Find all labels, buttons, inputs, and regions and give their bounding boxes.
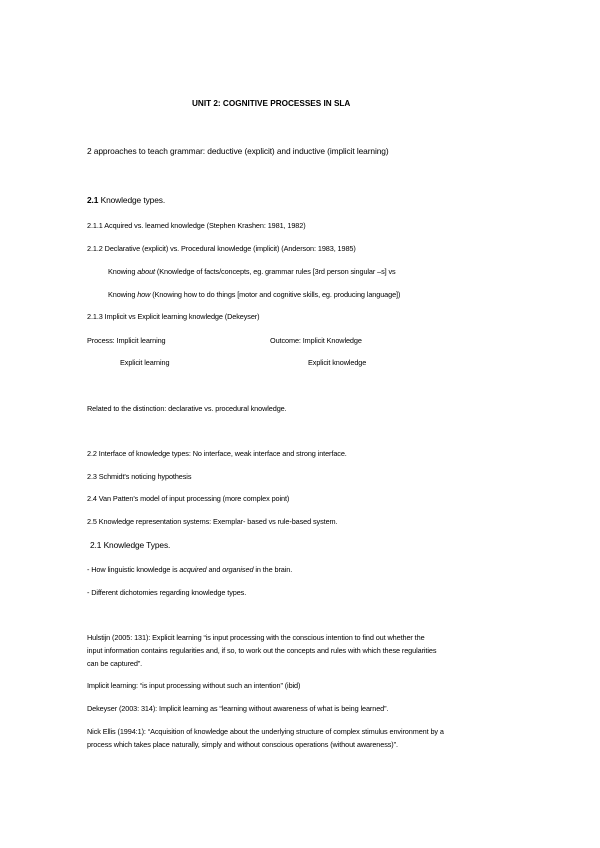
knowing-how-line xyxy=(108,290,400,299)
document-title: UNIT 2: COGNITIVE PROCESSES IN SLA xyxy=(192,99,351,108)
process-label: Process: Implicit learning xyxy=(87,336,166,345)
knowing-how-pre: Knowing xyxy=(108,290,138,299)
section-2-1-2: 2.1.2 Declarative (explicit) vs. Procedural knowledge (implicit) (Anderson: 1983, 1985) xyxy=(87,244,356,253)
bullet1-mid: and xyxy=(206,565,223,574)
hulstijn-quote-line-3: can be captured”. xyxy=(87,659,143,668)
ellis-quote-line-1: Nick Ellis (1994:1): “Acquisition of knowledge about the underlying structure of complex stimulus environment by a xyxy=(87,727,444,736)
section-2-1-heading xyxy=(87,196,165,205)
explicit-learning-label: Explicit learning xyxy=(120,358,170,367)
knowing-about-line xyxy=(108,267,396,276)
dekeyser-definition: Dekeyser (2003: 314): Implicit learning as “learning without awareness of what is being learned”. xyxy=(87,704,389,713)
bullet-acquired-organised xyxy=(87,565,292,574)
related-note: Related to the distinction: declarative vs. procedural knowledge. xyxy=(87,404,287,413)
section-2-4: 2.4 Van Patten's model of input processing (more complex point) xyxy=(87,494,290,503)
intro-line: 2 approaches to teach grammar: deductive (explicit) and inductive (implicit learning) xyxy=(87,146,389,156)
knowing-how-em: how xyxy=(137,290,151,299)
section-2-2: 2.2 Interface of knowledge types: No interface, weak interface and strong interface. xyxy=(87,449,347,458)
section-2-1-3: 2.1.3 Implicit vs Explicit learning knowledge (Dekeyser) xyxy=(87,312,260,321)
section-2-1-repeat-heading: 2.1 Knowledge Types. xyxy=(90,540,171,550)
outcome-label: Outcome: Implicit Knowledge xyxy=(270,336,362,345)
section-2-1-1: 2.1.1 Acquired vs. learned knowledge (Stephen Krashen: 1981, 1982) xyxy=(87,221,306,230)
section-label: Knowledge types. xyxy=(100,195,166,205)
section-2-5: 2.5 Knowledge representation systems: Exemplar- based vs rule-based system. xyxy=(87,517,338,526)
hulstijn-quote-line-2: input information contains regularities and, if so, to work out the concepts and rules with which these regularities xyxy=(87,646,437,655)
section-number: 2.1 xyxy=(87,195,101,205)
ellis-quote-line-2: process which takes place naturally, simply and without conscious operations (without awareness)”. xyxy=(87,740,398,749)
explicit-knowledge-label: Explicit knowledge xyxy=(308,358,367,367)
bullet-dichotomies: - Different dichotomies regarding knowledge types. xyxy=(87,588,247,597)
bullet1-pre: - How linguistic knowledge is xyxy=(87,565,180,574)
hulstijn-quote-line-1: Hulstijn (2005: 131): Explicit learning “is input processing with the conscious intention to find out whether the xyxy=(87,633,425,642)
knowing-about-em: about xyxy=(137,267,155,276)
section-2-3: 2.3 Schmidt's noticing hypothesis xyxy=(87,472,192,481)
knowing-how-post: (Knowing how to do things [motor and cognitive skills, eg. producing language]) xyxy=(150,290,401,299)
bullet1-em1: acquired xyxy=(179,565,207,574)
bullet1-em2: organised xyxy=(222,565,254,574)
knowing-about-post: (Knowledge of facts/concepts, eg. grammar rules [3rd person singular –s] vs xyxy=(154,267,396,276)
bullet1-post: in the brain. xyxy=(253,565,293,574)
implicit-learning-definition: Implicit learning: “is input processing without such an intention” (ibid) xyxy=(87,681,301,690)
knowing-about-pre: Knowing xyxy=(108,267,138,276)
